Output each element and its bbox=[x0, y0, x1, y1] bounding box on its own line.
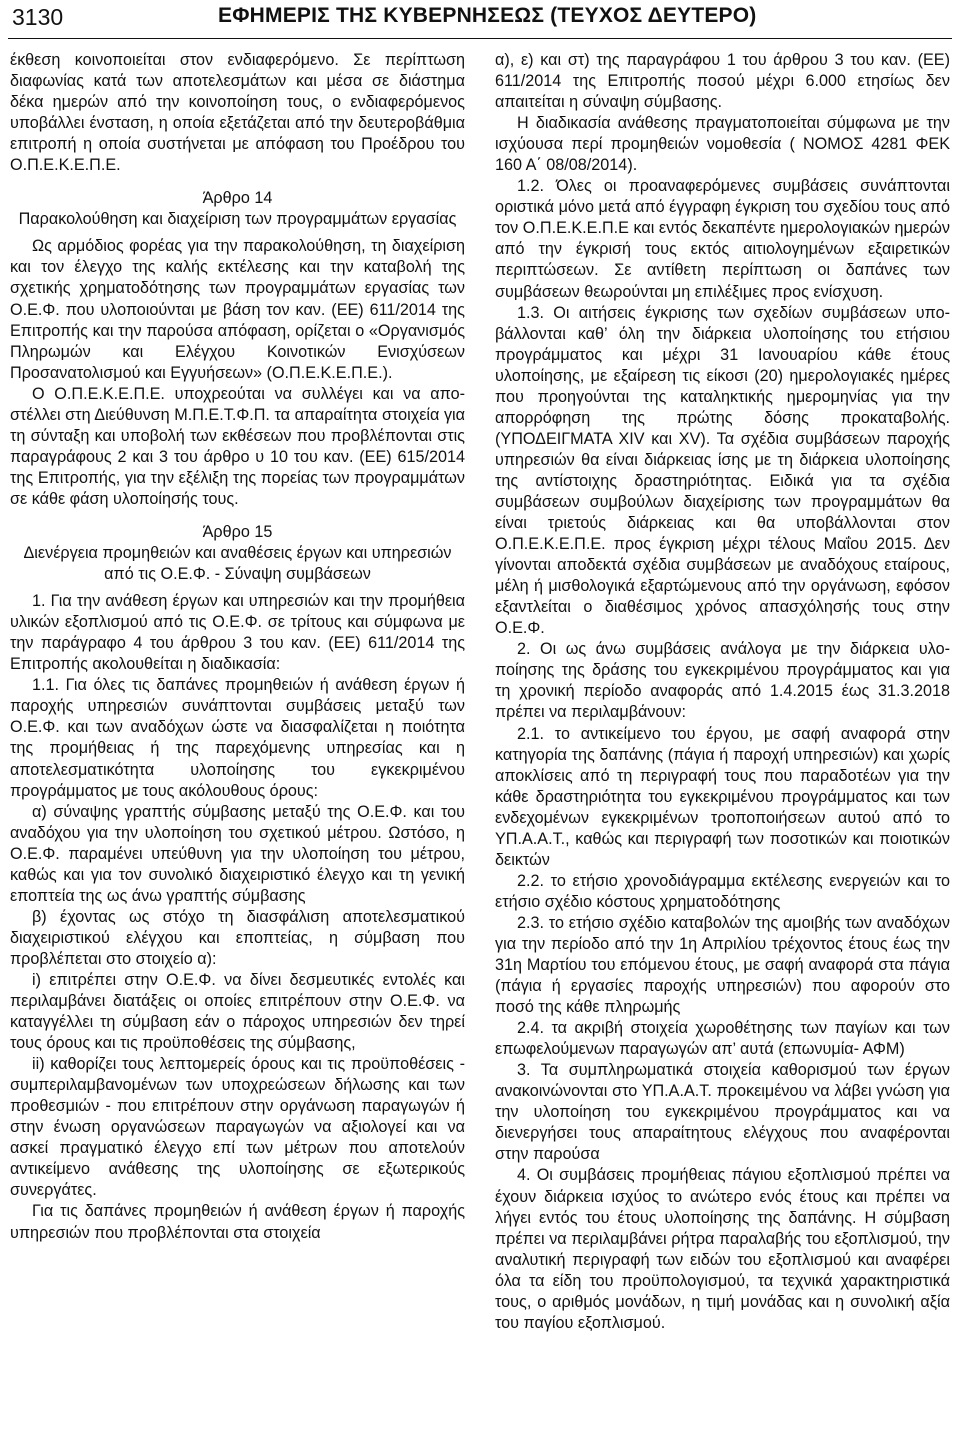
paragraph: 2.3. το ετήσιο σχέδιο καταβολών της αμοιβής των αναδόχων για την περίοδο από την 1η Απριλίου τρέχοντος έτους έως την 31η Μαρτίου του επόμενου έτους, με σαφή αναφορά στα πάγια (πάγια ή εργασίες παροχής υπηρεσιών) που αφορούν στο ποσό της κάθε πληρωμής bbox=[495, 913, 950, 1017]
paragraph: ii) καθορίζει τους λεπτομερείς όρους και τις προϋποθέσεις - συμπεριλαμβανομένων των υποχρεώσεων δήλωσης και των προθεσμιών - που επιτρέπουν στην οργάνωση παραγωγών ή στην ένωση οργανώσεων παραγωγών να αξιολογεί και να ασκεί πραγματικό έλεγχο επί των μέτρων που αποτελούν αντικείμενο ανάθεσης της υλοποίησης σε εξωτερικούς συνεργάτες. bbox=[10, 1055, 465, 1200]
paragraph: 2.2. το ετήσιο χρονοδιάγραμμα εκτέλεσης ενεργειών και το ετήσιο σχέδιο κόστους χρηματοδότησης bbox=[495, 871, 950, 911]
paragraph: 1. Για την ανάθεση έργων και υπηρεσιών και την προμήθεια υλικών εξοπλισμού από τις Ο.Ε.Φ. σε τρίτους και σύμφωνα με την παράγραφο 4 του άρθρου 3 του καν. (ΕΕ) 611/2014 της Επιτροπής ακολουθείται η διαδικασία: bbox=[10, 592, 465, 674]
paragraph: Ως αρμόδιος φορέας για την παρακολούθηση, τη διαχείριση και τον έλεγχο της καλής εκτέλεσης και την καταβολή της σχετικής χρηματοδότησης των προγραμμάτων εργασίας των Ο.Ε.Φ. που υλοποιούνται με βάση τον καν. (ΕΕ) 611/2014 της Επιτροπής και την παρούσα απόφαση, ορίζεται ο «Οργανισμός Πληρωμών και Ελέγχου Κοινοτικών Ενισχύσεων Προσανατολισμού και Εγγυήσεων» (Ο.Π.Ε.Κ.Ε.Π.Ε.). bbox=[10, 237, 465, 382]
paragraph: έκθεση κοινοποιείται στον ενδιαφερόμενο. Σε περίπτωση διαφωνίας κατά των αποτελεσμάτων και μέσα σε διάστημα δέκα ημερών από την κοινοποίηση τους, ο ενδιαφερόμενος υποβάλλει ένσταση, η οποία εξετάζεται από την δευτεροβάθμια επιτροπή η οποία συστήνεται με απόφαση του Προέδρου του Ο.Π.Ε.Κ.Ε.Π.Ε. bbox=[10, 51, 465, 175]
paragraph: 2.4. τα ακριβή στοιχεία χωροθέτησης των παγίων και των επωφελούμενων παραγωγών απ’ αυτά (επωνυμία- ΑΦΜ) bbox=[495, 1019, 950, 1059]
paragraph: Ο Ο.Π.Ε.Κ.Ε.Π.Ε. υποχρεούται να συλλέγει και να αποστέλλει στη Διεύθυνση Μ.Π.Ε.Τ.Φ.Π. τα απαραίτητα στοιχεία για τη σύνταξη και υποβολή των εκθέσεων που προβλέπονται στις παραγράφους 2 και 3 του άρθρο υ 10 του καν. (ΕΕ) 615/2014 της Επιτροπής, για την εξέλιξη της πορείας των προγραμμάτων σε κάθε φάση υλοποίησής τους. bbox=[10, 384, 465, 508]
article-15-title: Άρθρο 15 bbox=[202, 522, 273, 541]
left-column bbox=[10, 50, 465, 1244]
page-header bbox=[8, 0, 952, 40]
article-14-title: Άρθρο 14 bbox=[202, 189, 273, 208]
gazette-title: ΕΦΗΜΕΡΙΣ ΤΗΣ ΚΥΒΕΡΝΗΣΕΩΣ (ΤΕΥΧΟΣ ΔΕΥΤΕΡΟ) bbox=[218, 4, 757, 27]
paragraph: 1.1. Για όλες τις δαπάνες προμηθειών ή ανάθεση έργων ή παροχής υπηρεσιών συνάπτονται συμβάσεις μεταξύ των Ο.Ε.Φ. και των αναδόχων ώστε να διασφαλίζεται η ποιότητα της προμήθειας ή της παρεχόμενης υπηρεσίας και η αποτελεσματικότητα υλοποίησης του εγκεκριμένου προγράμματος με τους ακόλουθους όρους: bbox=[10, 676, 465, 800]
paragraph: 4. Οι συμβάσεις προμήθειας πάγιου εξοπλισμού πρέπει να έχουν διάρκεια ισχύος το ανώτερο ενός έτους και πρέπει να λήγει εντός του έτους υλοποίησης της δαπάνης. Η σύμβαση πρέπει να περιλαμβάνει ρήτρα παραλαβής του εξοπλισμού, την αναλυτική περιγραφή των ειδών του εξοπλισμού και αναφέρει όλα τα είδη του προϋπολογισμού, τα τεχνικά χαρακτηριστικά τους, ο αριθμός μονάδων, η τιμή μονάδας και η συνολική αξία του παγίου εξοπλισμού. bbox=[495, 1166, 950, 1332]
paragraph: α) σύναψης γραπτής σύμβασης μεταξύ της Ο.Ε.Φ. και του αναδόχου για την υλοποίηση του σχετικού μέτρου. Ωστόσο, η Ο.Ε.Φ. παραμένει υπεύθυνη για την υλοποίηση του μέτρου, καθώς και για τον συνολικό διαχειριστικό έλεγχο και τη γενική εποπτεία της ως άνω γραπτής σύμβασης bbox=[10, 802, 465, 905]
page-number: 3130 bbox=[12, 4, 64, 30]
paragraph: Για τις δαπάνες προμηθειών ή ανάθεση έργων ή παροχής υπηρεσιών που προβλέπονται στα στοιχεία bbox=[10, 1202, 465, 1242]
paragraph: β) έχοντας ως στόχο τη διασφάλιση αποτελεσματικού διαχειριστικού ελέγχου και εποπτείας, η σύμβαση που προβλέπεται στο στοιχείο α): bbox=[10, 907, 465, 968]
paragraph: 1.3. Οι αιτήσεις έγκρισης των σχεδίων συμβάσεων υποβάλλονται καθ’ όλη την διάρκεια υλοποίησης του ετήσιου προγράμματος και μέχρι 31 Ιανουαρίου κάθε έτους υλοποίησης, με εξαίρεση τις είκοσι (20) ημερολογιακές ημέρες που προηγούνται της καταληκτικής ημερομηνίας για την απορρόφηση της πρώτης δόσης προκαταβολής. (ΥΠΟΔΕΙΓΜΑΤΑ XIV και XV). Τα σχέδια συμβάσεων παροχής υπηρεσιών θα είναι διάρκειας ίσης με τη διάρκεια υλοποίησης της αντίστοιχης δραστηριότητας. Ειδικά για τα σχέδια συμβάσεων συμβούλων διαχείρισης των προγραμμάτων θα είναι τριετούς διάρκειας και θα υποβάλλονται στον Ο.Π.Ε.Κ.Ε.Π.Ε. προς έγκριση μέχρι τέλους Μαΐου 2015. Δεν γίνονται αποδεκτά σχέδια συμβάσεων με αναδόχους εταίρους, μέλη ή μισθολογικά εξαρτώμενους από την οργάνωση, εφόσον εξαντλείται ο διαθέσιμος χρόνος απασχόλησής τους στην Ο.Ε.Φ. bbox=[495, 303, 950, 638]
paragraph: 1.2. Όλες οι προαναφερόμενες συμβάσεις συνάπτονται οριστικά μόνο μετά από έγγραφη έγκριση του σχεδίου τους από τον Ο.Π.Ε.Κ.Ε.Π.Ε και εντός δεκαπέντε ημερολογιακών ημερών από την έγκρισή τους εκτός αιτιολογημένων εξαιρετικών περιπτώσεων. Σε αντίθετη περίπτωση οι δαπάνες των συμβάσεων θεωρούνται μη επιλέξιμες προς ενίσχυση. bbox=[495, 177, 950, 301]
paragraph: Η διαδικασία ανάθεσης πραγματοποιείται σύμφωνα με την ισχύουσα περί προμηθειών νομοθεσία ( ΝΟΜΟΣ 4281 ΦΕΚ 160 Α΄ 08/08/2014). bbox=[495, 114, 950, 175]
paragraph: i) επιτρέπει στην Ο.Ε.Φ. να δίνει δεσμευτικές εντολές και περιλαμβάνει διατάξεις οι οποίες επιτρέπουν στην Ο.Ε.Φ. να καταγγέλλει τη σύμβαση εάν ο πάροχος υπηρεσιών δεν τηρεί τους όρους και τις προϋποθέσεις της σύμβασης, bbox=[10, 970, 465, 1053]
right-column bbox=[495, 50, 950, 1334]
header-divider bbox=[8, 38, 952, 39]
paragraph: 2. Οι ως άνω συμβάσεις ανάλογα με την διάρκεια υλοποίησης της δράσης του εγκεκριμένου προγράμματος και για τη χρονική περίοδο αναφοράς από 1.4.2015 έως 31.3.2018 πρέπει να περιλαμβάνουν: bbox=[495, 640, 950, 722]
paragraph: 2.1. το αντικείμενο του έργου, με σαφή αναφορά στην κατηγορία της δαπάνης (πάγια ή παροχή υπηρεσιών) και χωρίς αποκλίσεις από τη περιγραφή τους που παραδοτέων για την κάθε δραστηριότητα του εγκεκριμένου προγράμματος και των ενδεχομένων εγκεκριμένων τροποποιήσεων αυτού από το ΥΠ.Α.Α.Τ., καθώς και περιγραφή των ποσοτικών και ποιοτικών δεικτών bbox=[495, 724, 950, 869]
paragraph: 3. Τα συμπληρωματικά στοιχεία καθορισμού των έργων ανακοινώνονται στο ΥΠ.Α.Α.Τ. προκειμένου να λάβει γνώση για την υλοποίηση του εγκεκριμένου προγράμματος και να διενεργήσει τους απαραίτητους ελέγχους που αναφέρονται στην παρούσα bbox=[495, 1061, 950, 1164]
article-15-heading: Διενέργεια προμηθειών και αναθέσεις έργων και υπηρεσιών από τις Ο.Ε.Φ. - Σύναψη συμβάσεων bbox=[23, 544, 452, 584]
paragraph: α), ε) και στ) της παραγράφου 1 του άρθρου 3 του καν. (ΕΕ) 611/2014 της Επιτροπής ποσού μέχρι 6.000 ετησίως δεν απαιτείται η σύναψη σύμβασης. bbox=[495, 51, 950, 112]
article-14-heading: Παρακολούθηση και διαχείριση των προγραμμάτων εργασίας bbox=[18, 210, 457, 229]
